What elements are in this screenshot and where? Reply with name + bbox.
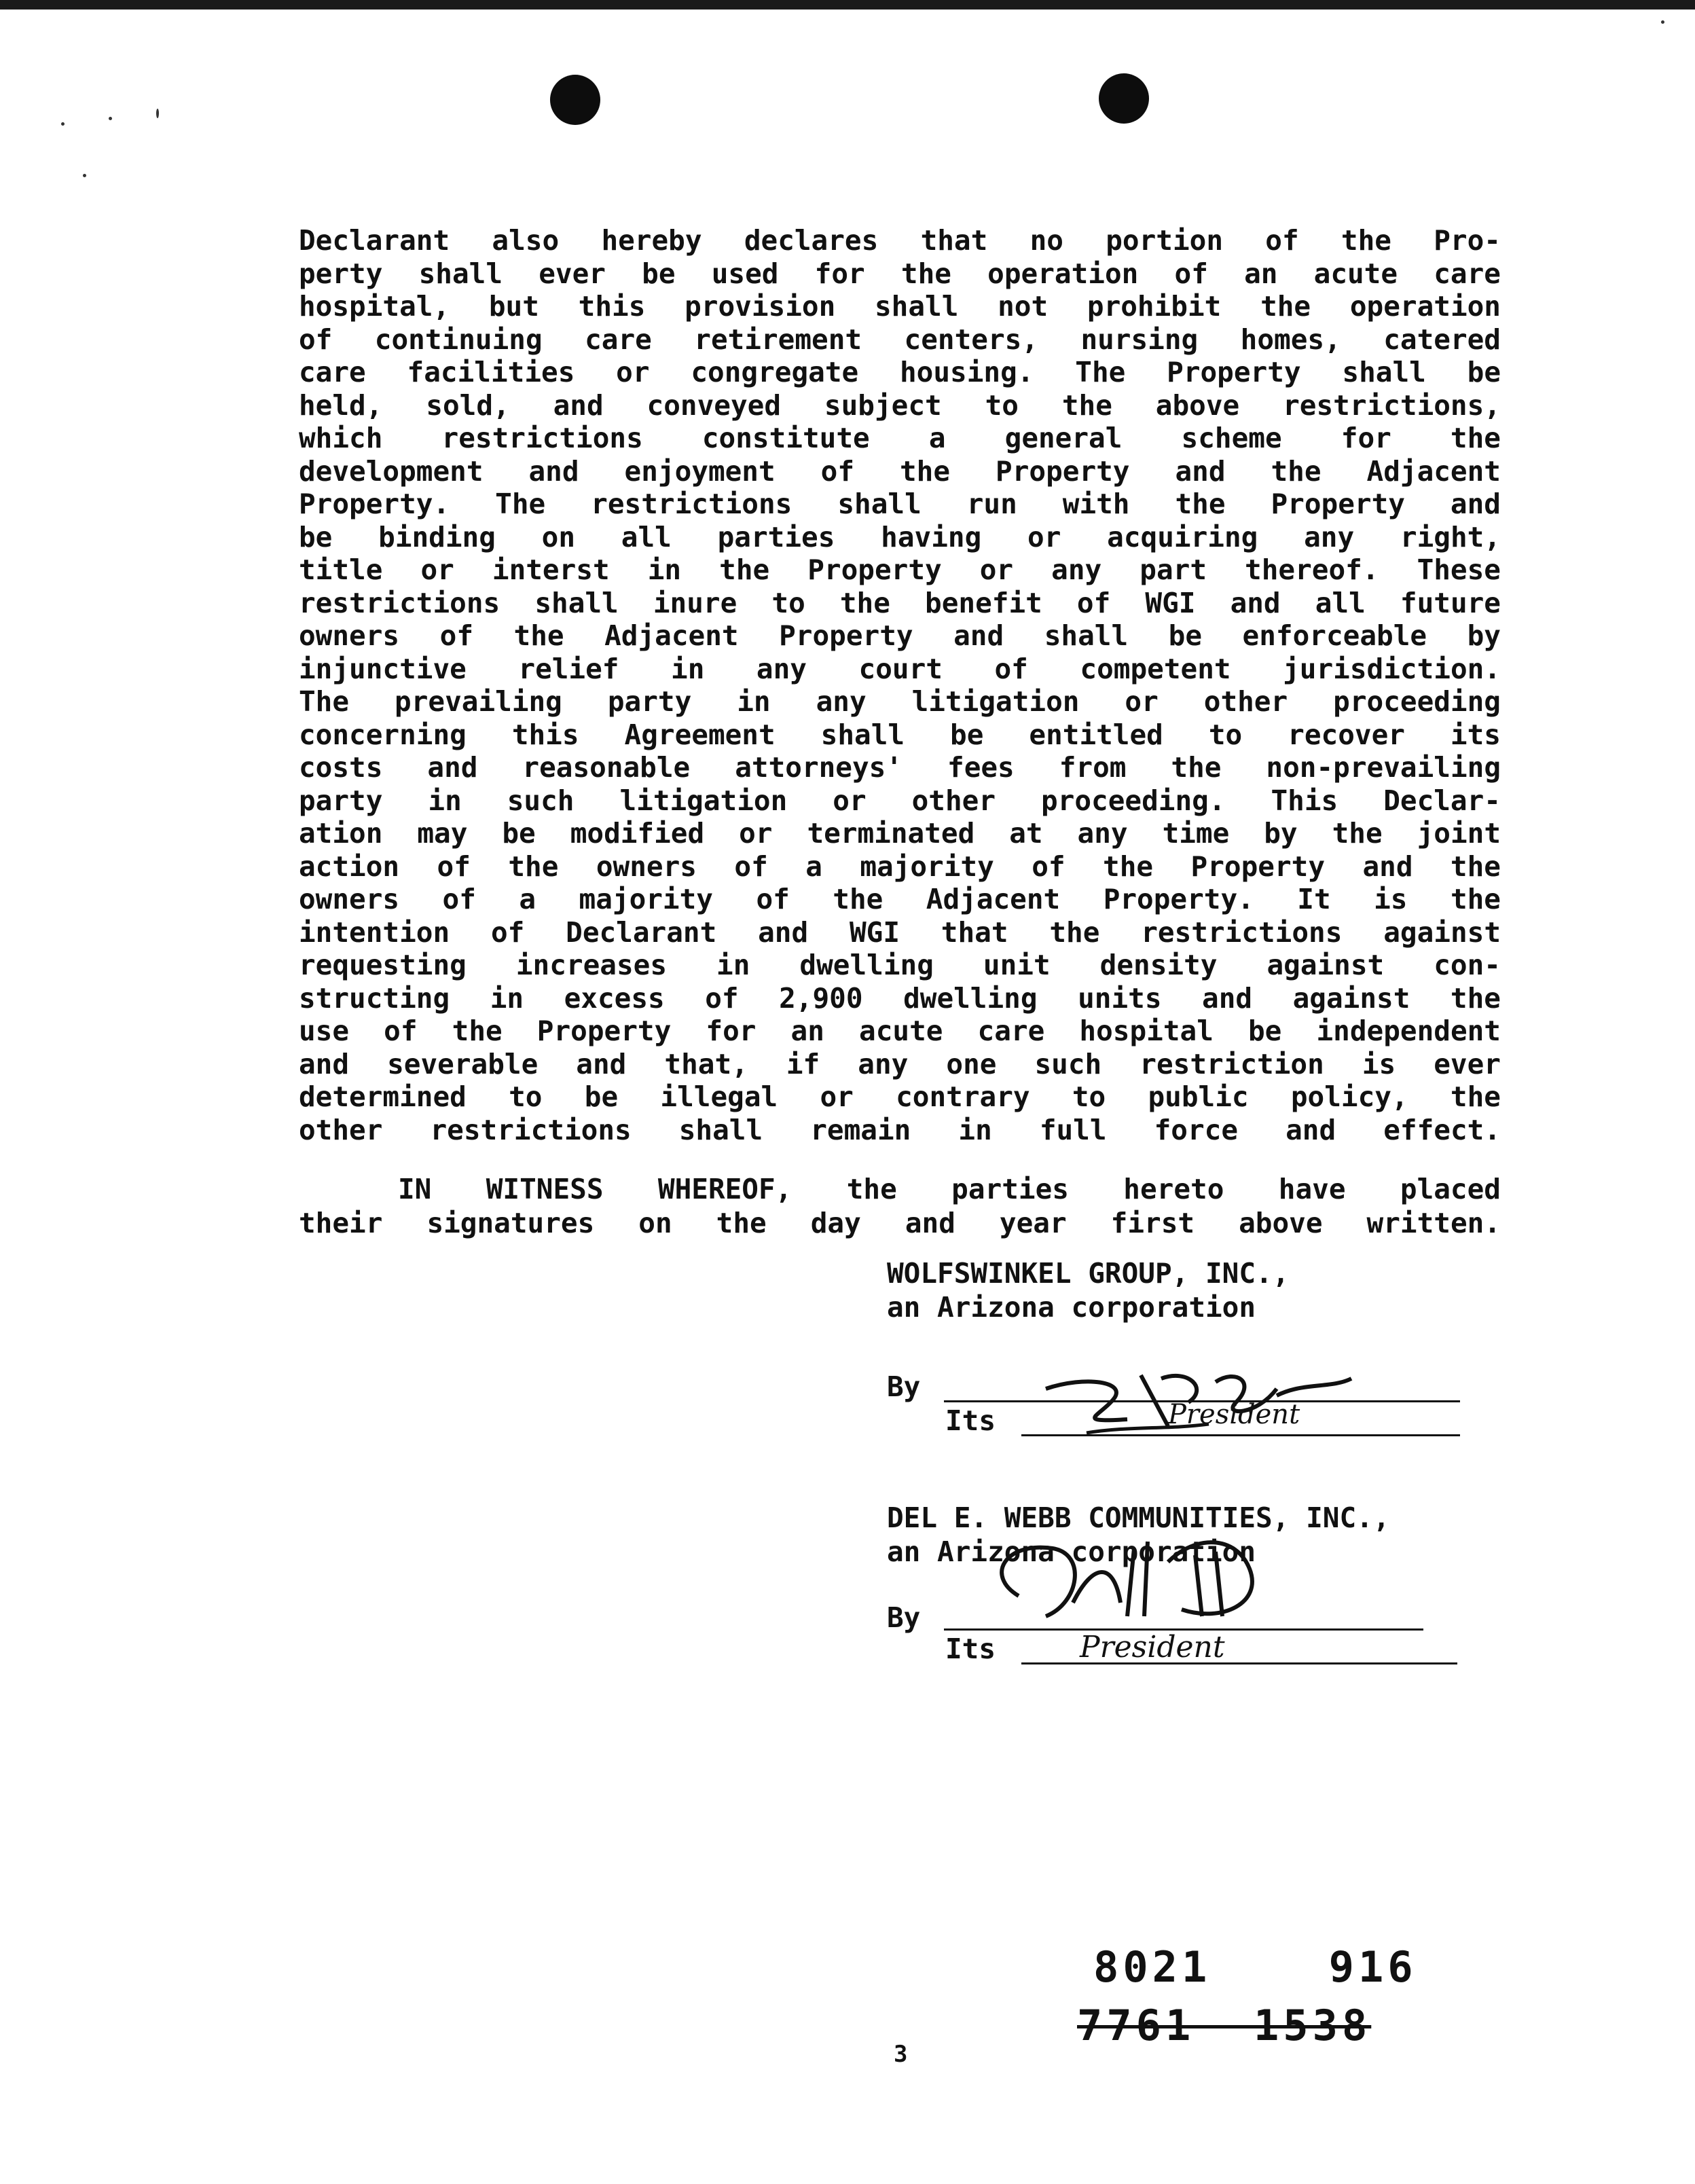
party1-name: WOLFSWINKEL GROUP, INC., (887, 1257, 1290, 1290)
punch-hole-left (550, 75, 600, 125)
party1-by-label: By (887, 1370, 921, 1403)
punch-hole-right (1099, 73, 1149, 124)
declaration-line: care facilities or congregate housing. The Property shall be (299, 356, 1501, 388)
declaration-line: costs and reasonable attorneys' fees from the non-prevailing (299, 751, 1501, 784)
declaration-line: which restrictions constitute a general scheme for the (299, 422, 1501, 454)
declaration-line: development and enjoyment of the Property and the Adjacent (299, 454, 1501, 488)
party2-its-value: President (1080, 1630, 1225, 1664)
witness-line-1: IN WITNESS WHEREOF, the parties hereto have placed (398, 1173, 1501, 1205)
declaration-line: Property. The restrictions shall run with the Property and (299, 488, 1501, 520)
scan-top-edge (0, 0, 1695, 10)
declaration-line: requesting increases in dwelling unit density against con- (299, 949, 1501, 981)
declaration-line: and severable and that, if any one such restriction is ever (299, 1047, 1501, 1080)
declaration-line: hospital, but this provision shall not prohibit the operation (299, 290, 1501, 323)
party2-signature (978, 1521, 1290, 1637)
scan-speck (156, 109, 159, 118)
witness-clause (299, 1172, 1501, 1240)
declaration-line: title or interst in the Property or any part thereof. These (299, 553, 1501, 586)
recording-number-struck: 7761 1538 (1077, 2001, 1372, 2050)
declaration-line: restrictions shall inure to the benefit of WGI and all future (299, 586, 1501, 619)
declaration-line: determined to be illegal or contrary to public policy, the (299, 1080, 1501, 1113)
declaration-line: held, sold, and conveyed subject to the above restrictions, (299, 388, 1501, 422)
party2-by-label: By (887, 1601, 921, 1634)
scan-speck (61, 122, 65, 126)
declaration-line: perty shall ever be used for the operation of an acute care (299, 257, 1501, 290)
declaration-line: intention of Declarant and WGI that the restrictions against (299, 915, 1501, 949)
party1-type: an Arizona corporation (887, 1291, 1256, 1324)
scan-speck (83, 174, 86, 177)
scan-speck (109, 117, 112, 120)
declaration-line: party in such litigation or other proceeding. This Declar- (299, 784, 1501, 817)
declaration-line: injunctive relief in any court of competent jurisdiction. (299, 652, 1501, 685)
declaration-paragraph (299, 224, 1501, 1146)
declaration-line: The prevailing party in any litigation or other proceeding (299, 685, 1501, 718)
declaration-line: owners of the Adjacent Property and shall be enforceable by (299, 619, 1501, 652)
witness-line-2: their signatures on the day and year first above written. (299, 1207, 1501, 1239)
page-number: 3 (894, 2041, 908, 2068)
party1-block (887, 1256, 1498, 1324)
scan-speck (1661, 20, 1664, 24)
party1-its-label: Its (945, 1404, 996, 1437)
declaration-line: owners of a majority of the Adjacent Property. It is the (299, 883, 1501, 915)
declaration-line: use of the Property for an acute care hospital be independent (299, 1015, 1501, 1047)
party1-its-value: President (1168, 1399, 1300, 1430)
recording-number-current: 8021 916 (1093, 1942, 1417, 1992)
declaration-line: ation may be modified or terminated at any time by the joint (299, 817, 1501, 850)
party2-name: DEL E. WEBB COMMUNITIES, INC., (887, 1502, 1390, 1534)
declaration-line: concerning this Agreement shall be entitled to recover its (299, 718, 1501, 751)
declaration-line: be binding on all parties having or acquiring any right, (299, 520, 1501, 553)
declaration-line: of continuing care retirement centers, nursing homes, catered (299, 323, 1501, 356)
declaration-line: structing in excess of 2,900 dwelling units and against the (299, 981, 1501, 1015)
party2-type: an Arizona corporation (887, 1535, 1256, 1568)
declaration-line: Declarant also hereby declares that no portion of the Pro- (299, 224, 1501, 257)
declaration-line: action of the owners of a majority of the Property and the (299, 850, 1501, 883)
declaration-line: other restrictions shall remain in full force and effect. (299, 1113, 1501, 1146)
party2-its-label: Its (945, 1633, 996, 1665)
